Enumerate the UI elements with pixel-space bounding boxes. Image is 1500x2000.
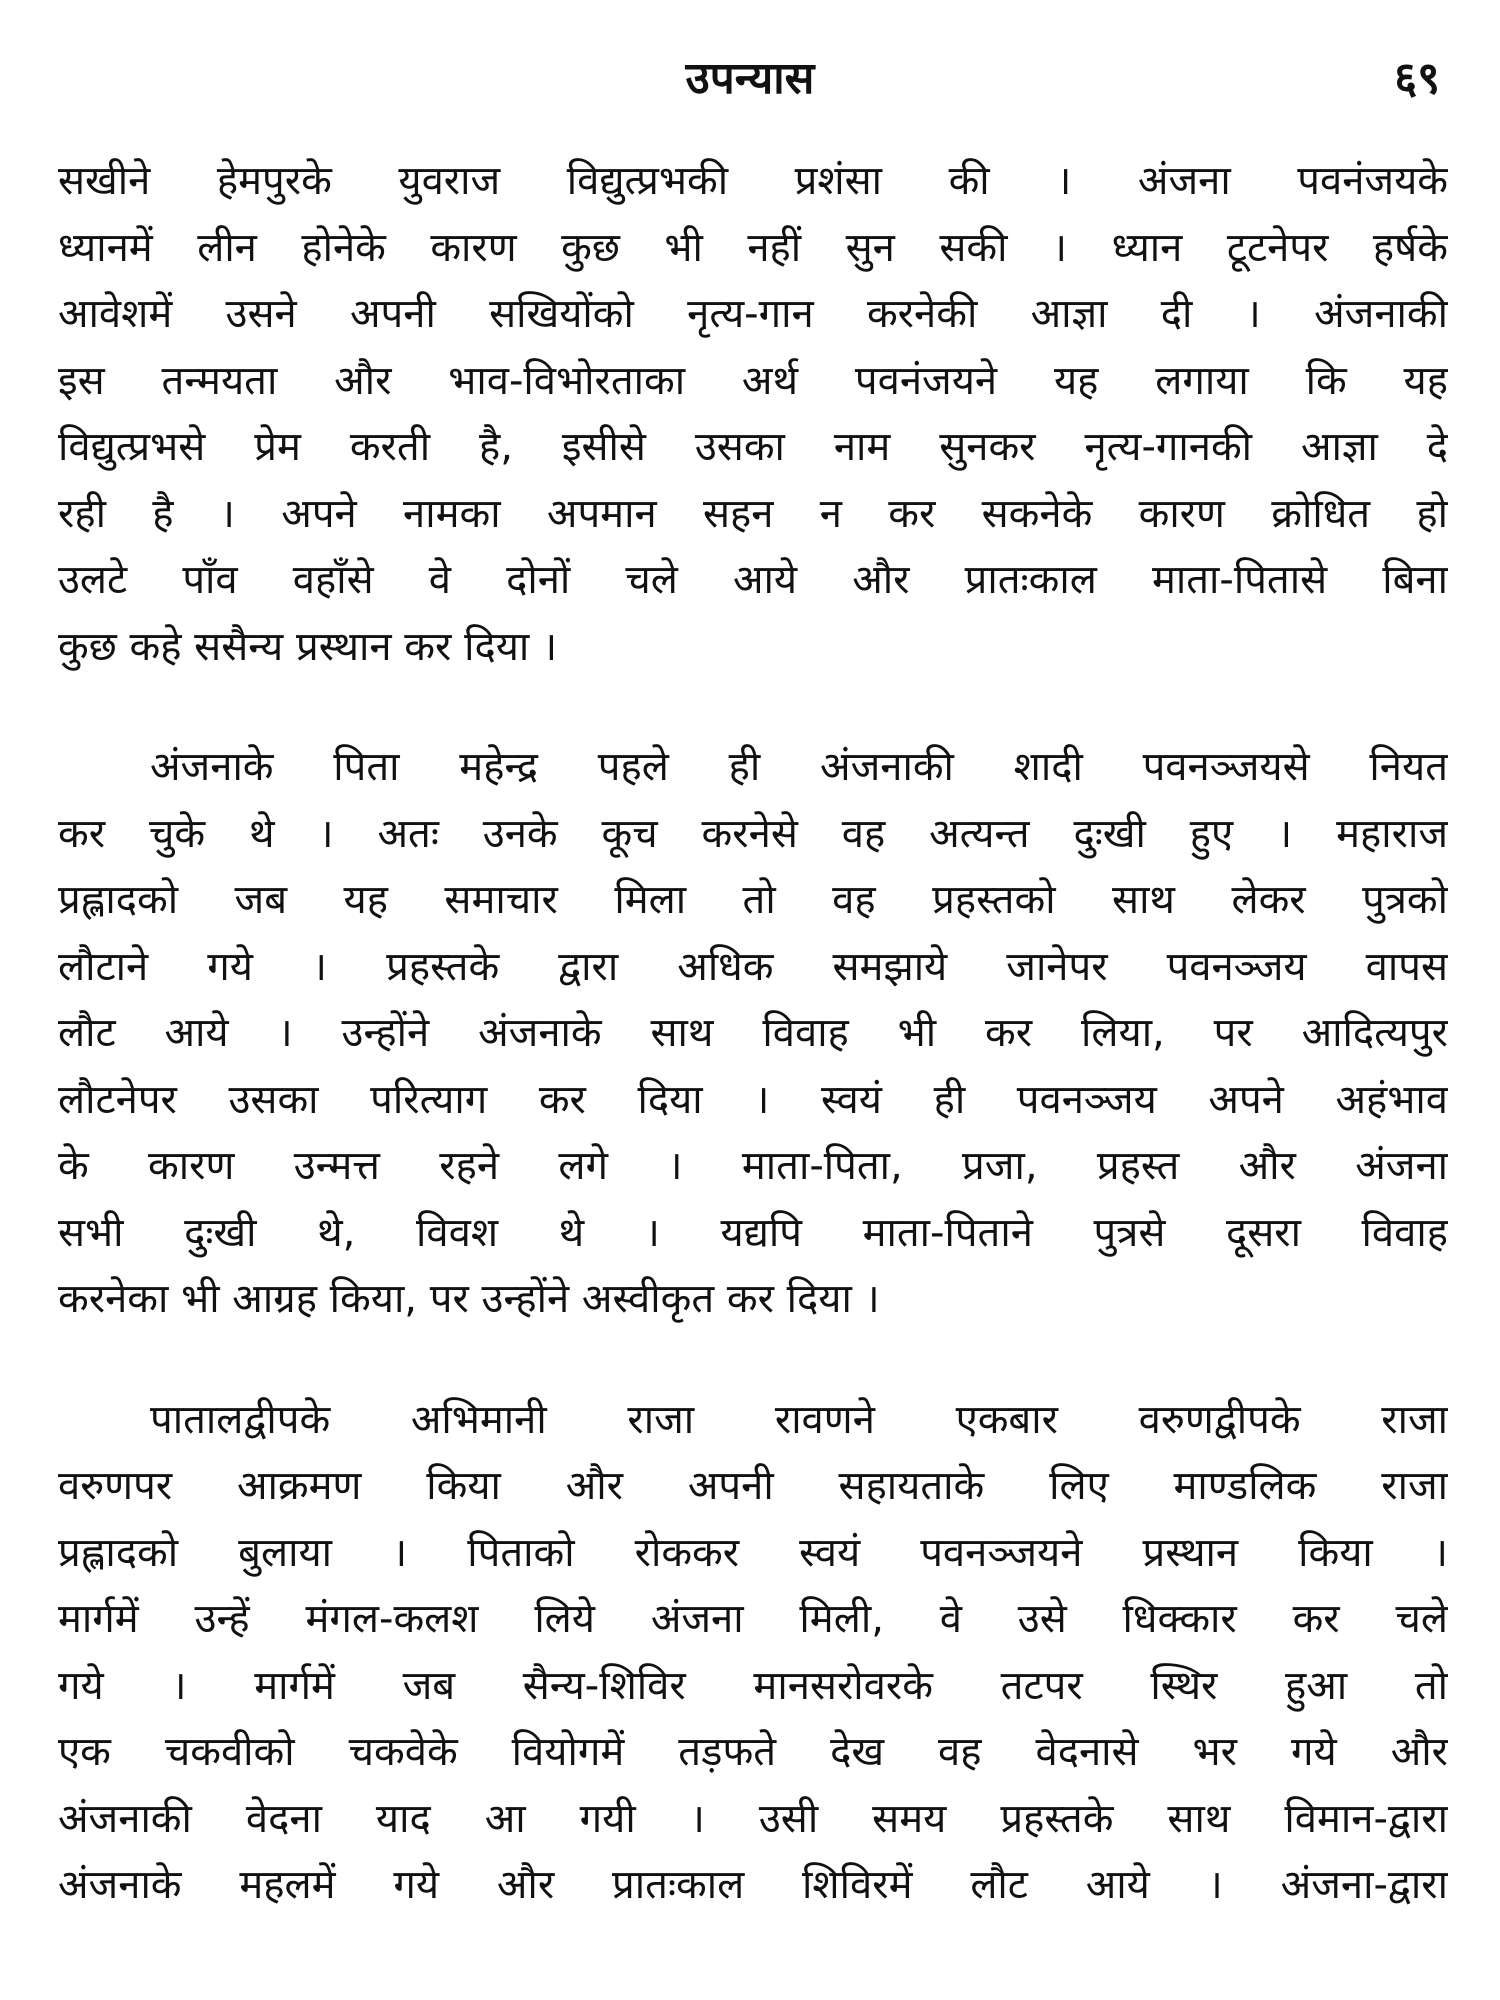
page-number: ६९ (1394, 53, 1440, 104)
text-line: अंजनाके पिता महेन्द्र पहले ही अंजनाकी शादी पवनञ्जयसे नियत (150, 744, 1448, 790)
text-line: ध्यानमें लीन होनेके कारण कुछ भी नहीं सुन सकी । ध्यान टूटनेपर हर्षके (58, 224, 1448, 271)
text-line: लौटाने गये । प्रहस्तके द्वारा अधिक समझाये जानेपर पवनञ्जय वापस (58, 943, 1448, 990)
paragraph-3 (58, 1387, 1448, 1919)
text-line: गये । मार्गमें जब सैन्य-शिविर मानसरोवरके तटपर स्थिर हुआ तो (58, 1662, 1448, 1709)
paragraph-1 (58, 148, 1448, 680)
text-line: इस तन्मयता और भाव-विभोरताका अर्थ पवनंजयने यह लगाया कि यह (58, 357, 1448, 404)
text-line: सखीने हेमपुरके युवराज विद्युत्प्रभकी प्रशंसा की । अंजना पवनंजयके (58, 158, 1448, 204)
text-line: रही है । अपने नामका अपमान सहन न कर सकनेके कारण क्रोधित हो (58, 490, 1448, 537)
text-line: वरुणपर आक्रमण किया और अपनी सहायताके लिए माण्डलिक राजा (58, 1463, 1448, 1509)
text-line: अंजनाकी वेदना याद आ गयी । उसी समय प्रहस्तके साथ विमान-द्वारा (58, 1795, 1448, 1842)
text-line: पातालद्वीपके अभिमानी राजा रावणने एकबार वरुणद्वीपके राजा (150, 1396, 1448, 1443)
running-header (0, 44, 1500, 114)
text-line: एक चकवीको चकवेके वियोगमें तड़फते देख वह वेदनासे भर गये और (58, 1729, 1448, 1775)
text-line: अंजनाके महलमें गये और प्रातःकाल शिविरमें लौट आये । अंजना-द्वारा (58, 1862, 1448, 1908)
text-line: विद्युत्प्रभसे प्रेम करती है, इसीसे उसका नाम सुनकर नृत्य-गानकी आज्ञा दे (58, 424, 1448, 470)
text-line: मार्गमें उन्हें मंगल-कलश लिये अंजना मिली, वे उसे धिक्कार कर चले (58, 1596, 1448, 1642)
text-line: उलटे पाँव वहाँसे वे दोनों चले आये और प्रातःकाल माता-पितासे बिना (58, 557, 1448, 603)
text-line: करनेका भी आग्रह किया, पर उन्होंने अस्वीकृत कर दिया । (58, 1276, 880, 1322)
text-line: कुछ कहे ससैन्य प्रस्थान कर दिया । (58, 623, 558, 670)
text-line: सभी दुःखी थे, विवश थे । यद्यपि माता-पिताने पुत्रसे दूसरा विवाह (58, 1209, 1448, 1256)
text-line: प्रह्लादको बुलाया । पिताको रोककर स्वयं पवनञ्जयने प्रस्थान किया । (58, 1529, 1448, 1576)
text-line: के कारण उन्मत्त रहने लगे । माता-पिता, प्रजा, प्रहस्त और अंजना (58, 1143, 1448, 1189)
chapter-title: उपन्यास (685, 53, 815, 104)
text-line: कर चुके थे । अतः उनके कूच करनेसे वह अत्यन्त दुःखी हुए । महाराज (58, 810, 1448, 857)
text-line: आवेशमें उसने अपनी सखियोंको नृत्य-गान करनेकी आज्ञा दी । अंजनाकी (58, 291, 1448, 337)
body-text (58, 148, 1448, 1973)
text-line: प्रह्लादको जब यह समाचार मिला तो वह प्रहस्तको साथ लेकर पुत्रको (58, 877, 1448, 923)
paragraph-2 (58, 734, 1448, 1333)
text-line: लौटनेपर उसका परित्याग कर दिया । स्वयं ही पवनञ्जय अपने अहंभाव (58, 1076, 1448, 1123)
text-line: लौट आये । उन्होंने अंजनाके साथ विवाह भी कर लिया, पर आदित्यपुर (58, 1010, 1448, 1056)
